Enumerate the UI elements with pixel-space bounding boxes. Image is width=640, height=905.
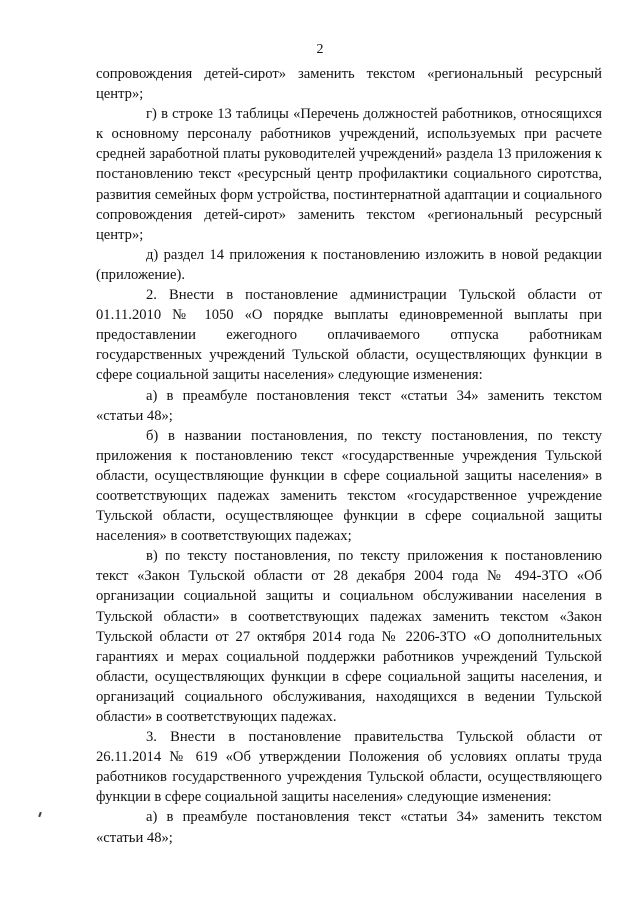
paragraph-section-2: 2. Внести в постановление администрации Тульской области от 01.11.2010 № 1050 «О порядке выплаты единовременной выплаты при предоставлении ежегодного оплачиваемого отпуска работникам государственных учреждений Тульской области, осуществляющих функции в сфере социальной защиты населения» следующие изменения: — [96, 287, 602, 384]
document-body — [96, 64, 602, 848]
page-number: 2 — [316, 42, 324, 57]
paragraph-section-3: 3. Внести в постановление правительства Тульской области от 26.11.2014 № 619 «Об утверждении Положения об условиях оплаты труда работников государственного учреждения Тульской области, осуществляющего функции в сфере социальной защиты населения» следующие изменения: — [96, 729, 602, 806]
paragraph-section-2-a: а) в преамбуле постановления текст «статьи 34» заменить текстом «статьи 48»; — [96, 387, 602, 424]
paragraph-item-g: г) в строке 13 таблицы «Перечень должностей работников, относящихся к основному персоналу работников учреждений, используемых при расчете средней заработной платы руководителей учреждений» раздела 13 приложения к постановлению текст «ресурсный центр профилактики социального сиротства, развития семейных форм устройства, постинтернатной адаптации и социального сопровождения детей-сирот» заменить текстом «региональный ресурсный центр»; — [96, 106, 602, 243]
scan-speck — [38, 812, 42, 817]
paragraph-section-2-b: б) в названии постановления, по тексту постановления, по тексту приложения к постановлению текст «государственные учреждения Тульской области, осуществляющие функции в сфере социальной защиты населения» в соответствующих падежах заменить текстом «государственное учреждение Тульской области, осуществляющее функции в сфере социальной защиты населения» в соответствующих падежах; — [96, 427, 602, 545]
paragraph-continuation: сопровождения детей-сирот» заменить текстом «региональный ресурсный центр»; — [96, 66, 602, 103]
paragraph-item-d: д) раздел 14 приложения к постановлению изложить в новой редакции (приложение). — [96, 246, 602, 283]
paragraph-section-3-a: а) в преамбуле постановления текст «статьи 34» заменить текстом «статьи 48»; — [96, 809, 602, 846]
paragraph-section-2-v: в) по тексту постановления, по тексту приложения к постановлению текст «Закон Тульской области от 28 декабря 2004 года № 494-ЗТО «Об организации социальной защиты и социальном обслуживании населения в Тульской области» в соответствующих падежах заменить текстом «Закон Тульской области от 27 октября 2014 года № 2206-ЗТО «О дополнительных гарантиях и мерах социальной поддержки работников учреждений Тульской области, осуществляющих функции в сфере социальной защиты населения, и организаций социального обслуживания, находящихся в ведении Тульской области» в соответствующих падежах. — [96, 548, 602, 725]
